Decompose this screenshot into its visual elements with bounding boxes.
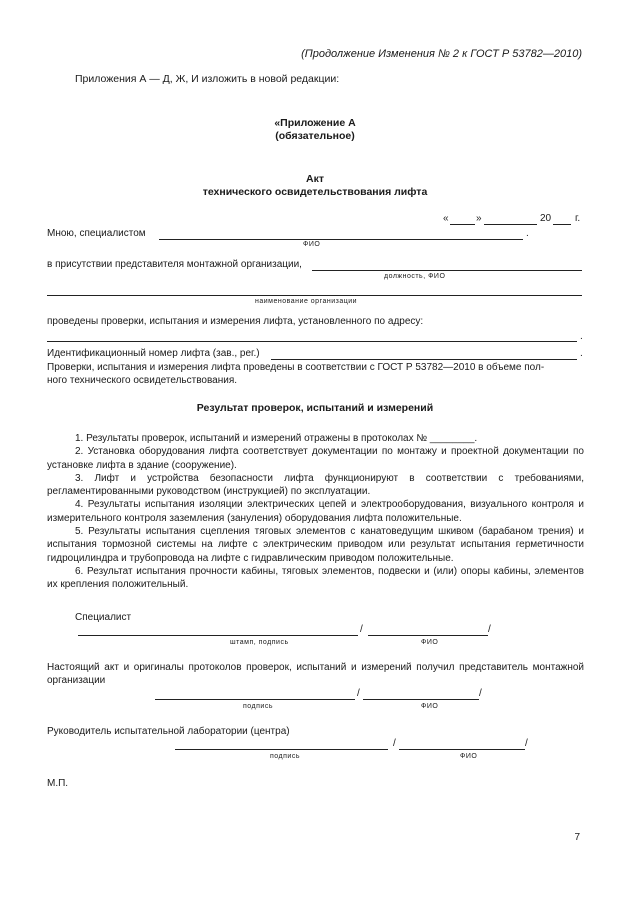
date-close-quote: »: [476, 213, 482, 224]
results-title: Результат проверок, испытаний и измерений: [196, 402, 434, 414]
compliance-line-2: ного технического освидетельствования.: [47, 375, 238, 386]
address-label: проведены проверки, испытания и измерения лифта, установленного по адресу:: [47, 316, 424, 327]
result-item: 3. Лифт и устройства безопасности лифта функционируют в соответствии с требованиями, регламентированными руководством (инструкцией) по эксплуатации.: [47, 472, 584, 498]
slash-4: /: [479, 688, 482, 699]
date-year-suffix: г.: [575, 213, 581, 224]
lab-head-fio-field[interactable]: [399, 749, 525, 750]
lab-head-signature-field[interactable]: [175, 749, 388, 750]
signature-specialist-label: Специалист: [75, 612, 132, 623]
date-open-quote: «: [443, 213, 449, 224]
address-dot: .: [580, 331, 583, 342]
compliance-line-1: Проверки, испытания и измерения лифта проведены в соответствии с ГОСТ Р 53782—2010 в объеме пол-: [47, 362, 545, 373]
appendix-title: «Приложение А: [274, 117, 356, 129]
specialist-name-field[interactable]: [159, 239, 523, 240]
specialist-label: Мною, специалистом: [47, 228, 146, 239]
date-month-blank[interactable]: [484, 224, 537, 225]
page-number: 7: [574, 832, 580, 843]
organization-field[interactable]: [47, 295, 582, 296]
id-dot: .: [580, 348, 583, 359]
lab-head-label: Руководитель испытательной лаборатории (центра): [47, 726, 290, 737]
presence-caption: должность, ФИО: [384, 273, 446, 280]
presence-label: в присутствии представителя монтажной организации,: [47, 259, 302, 270]
specialist-dot: .: [526, 228, 529, 239]
stamp-place: М.П.: [47, 778, 69, 789]
date-day-blank[interactable]: [450, 224, 475, 225]
header-note: (Продолжение Изменения № 2 к ГОСТ Р 53782—2010): [301, 48, 582, 60]
result-item: 5. Результаты испытания сцепления тяговых элементов с канатоведущим шкивом (барабаном трения) и испытания тормозной системы на лифте с электрическим приводом или результат испытания герметичности гидроцилиндра и трубопровода на лифте с гидравлическим приводом положительные.: [47, 526, 584, 564]
id-label: Идентификационный номер лифта (зав., рег.): [47, 348, 260, 359]
act-title: Акт: [306, 173, 324, 185]
intro-text: Приложения А — Д, Ж, И изложить в новой редакции:: [75, 73, 340, 85]
organization-caption: наименование организации: [255, 298, 358, 305]
appendix-subtitle: (обязательное): [275, 130, 355, 142]
presence-field[interactable]: [312, 270, 582, 271]
id-field[interactable]: [271, 359, 577, 360]
slash-1: /: [360, 624, 363, 635]
receipt-caption-right: ФИО: [421, 703, 439, 710]
specialist-caption-left: штамп, подпись: [230, 639, 289, 646]
specialist-signature-field[interactable]: [78, 635, 358, 636]
act-subtitle: технического освидетельствования лифта: [202, 186, 428, 198]
address-field[interactable]: [47, 341, 577, 342]
specialist-caption: ФИО: [303, 241, 321, 248]
specialist-fio-field[interactable]: [368, 635, 488, 636]
date-year-prefix: 20: [540, 213, 552, 224]
result-item: 6. Результат испытания прочности кабины, тяговых элементов, подвески и (или) опоры кабины, элементов их крепления положительный.: [47, 565, 584, 591]
receipt-signature-field[interactable]: [155, 699, 355, 700]
lab-head-caption-left: подпись: [270, 753, 300, 760]
slash-3: /: [357, 688, 360, 699]
result-item: 2. Установка оборудования лифта соответствует документации по монтажу и проектной документации по установке лифта в здание (сооружение).: [47, 446, 584, 471]
specialist-caption-right: ФИО: [421, 639, 439, 646]
result-item: 4. Результаты испытания изоляции электрических цепей и электрооборудования, визуального контроля и измерительного контроля заземления (зануления) оборудования лифта положительные.: [47, 499, 584, 524]
result-item: 1. Результаты проверок, испытаний и измерений отражены в протоколах № ________.: [75, 433, 478, 444]
lab-head-caption-right: ФИО: [460, 753, 478, 760]
receipt-caption-left: подпись: [243, 703, 273, 710]
slash-6: /: [525, 738, 528, 749]
receipt-text: Настоящий акт и оригиналы протоколов проверок, испытаний и измерений получил представитель монтажной организации: [47, 662, 584, 687]
receipt-fio-field[interactable]: [363, 699, 479, 700]
slash-2: /: [488, 624, 491, 635]
results-list: [47, 432, 584, 592]
date-year-blank[interactable]: [553, 224, 571, 225]
slash-5: /: [393, 738, 396, 749]
